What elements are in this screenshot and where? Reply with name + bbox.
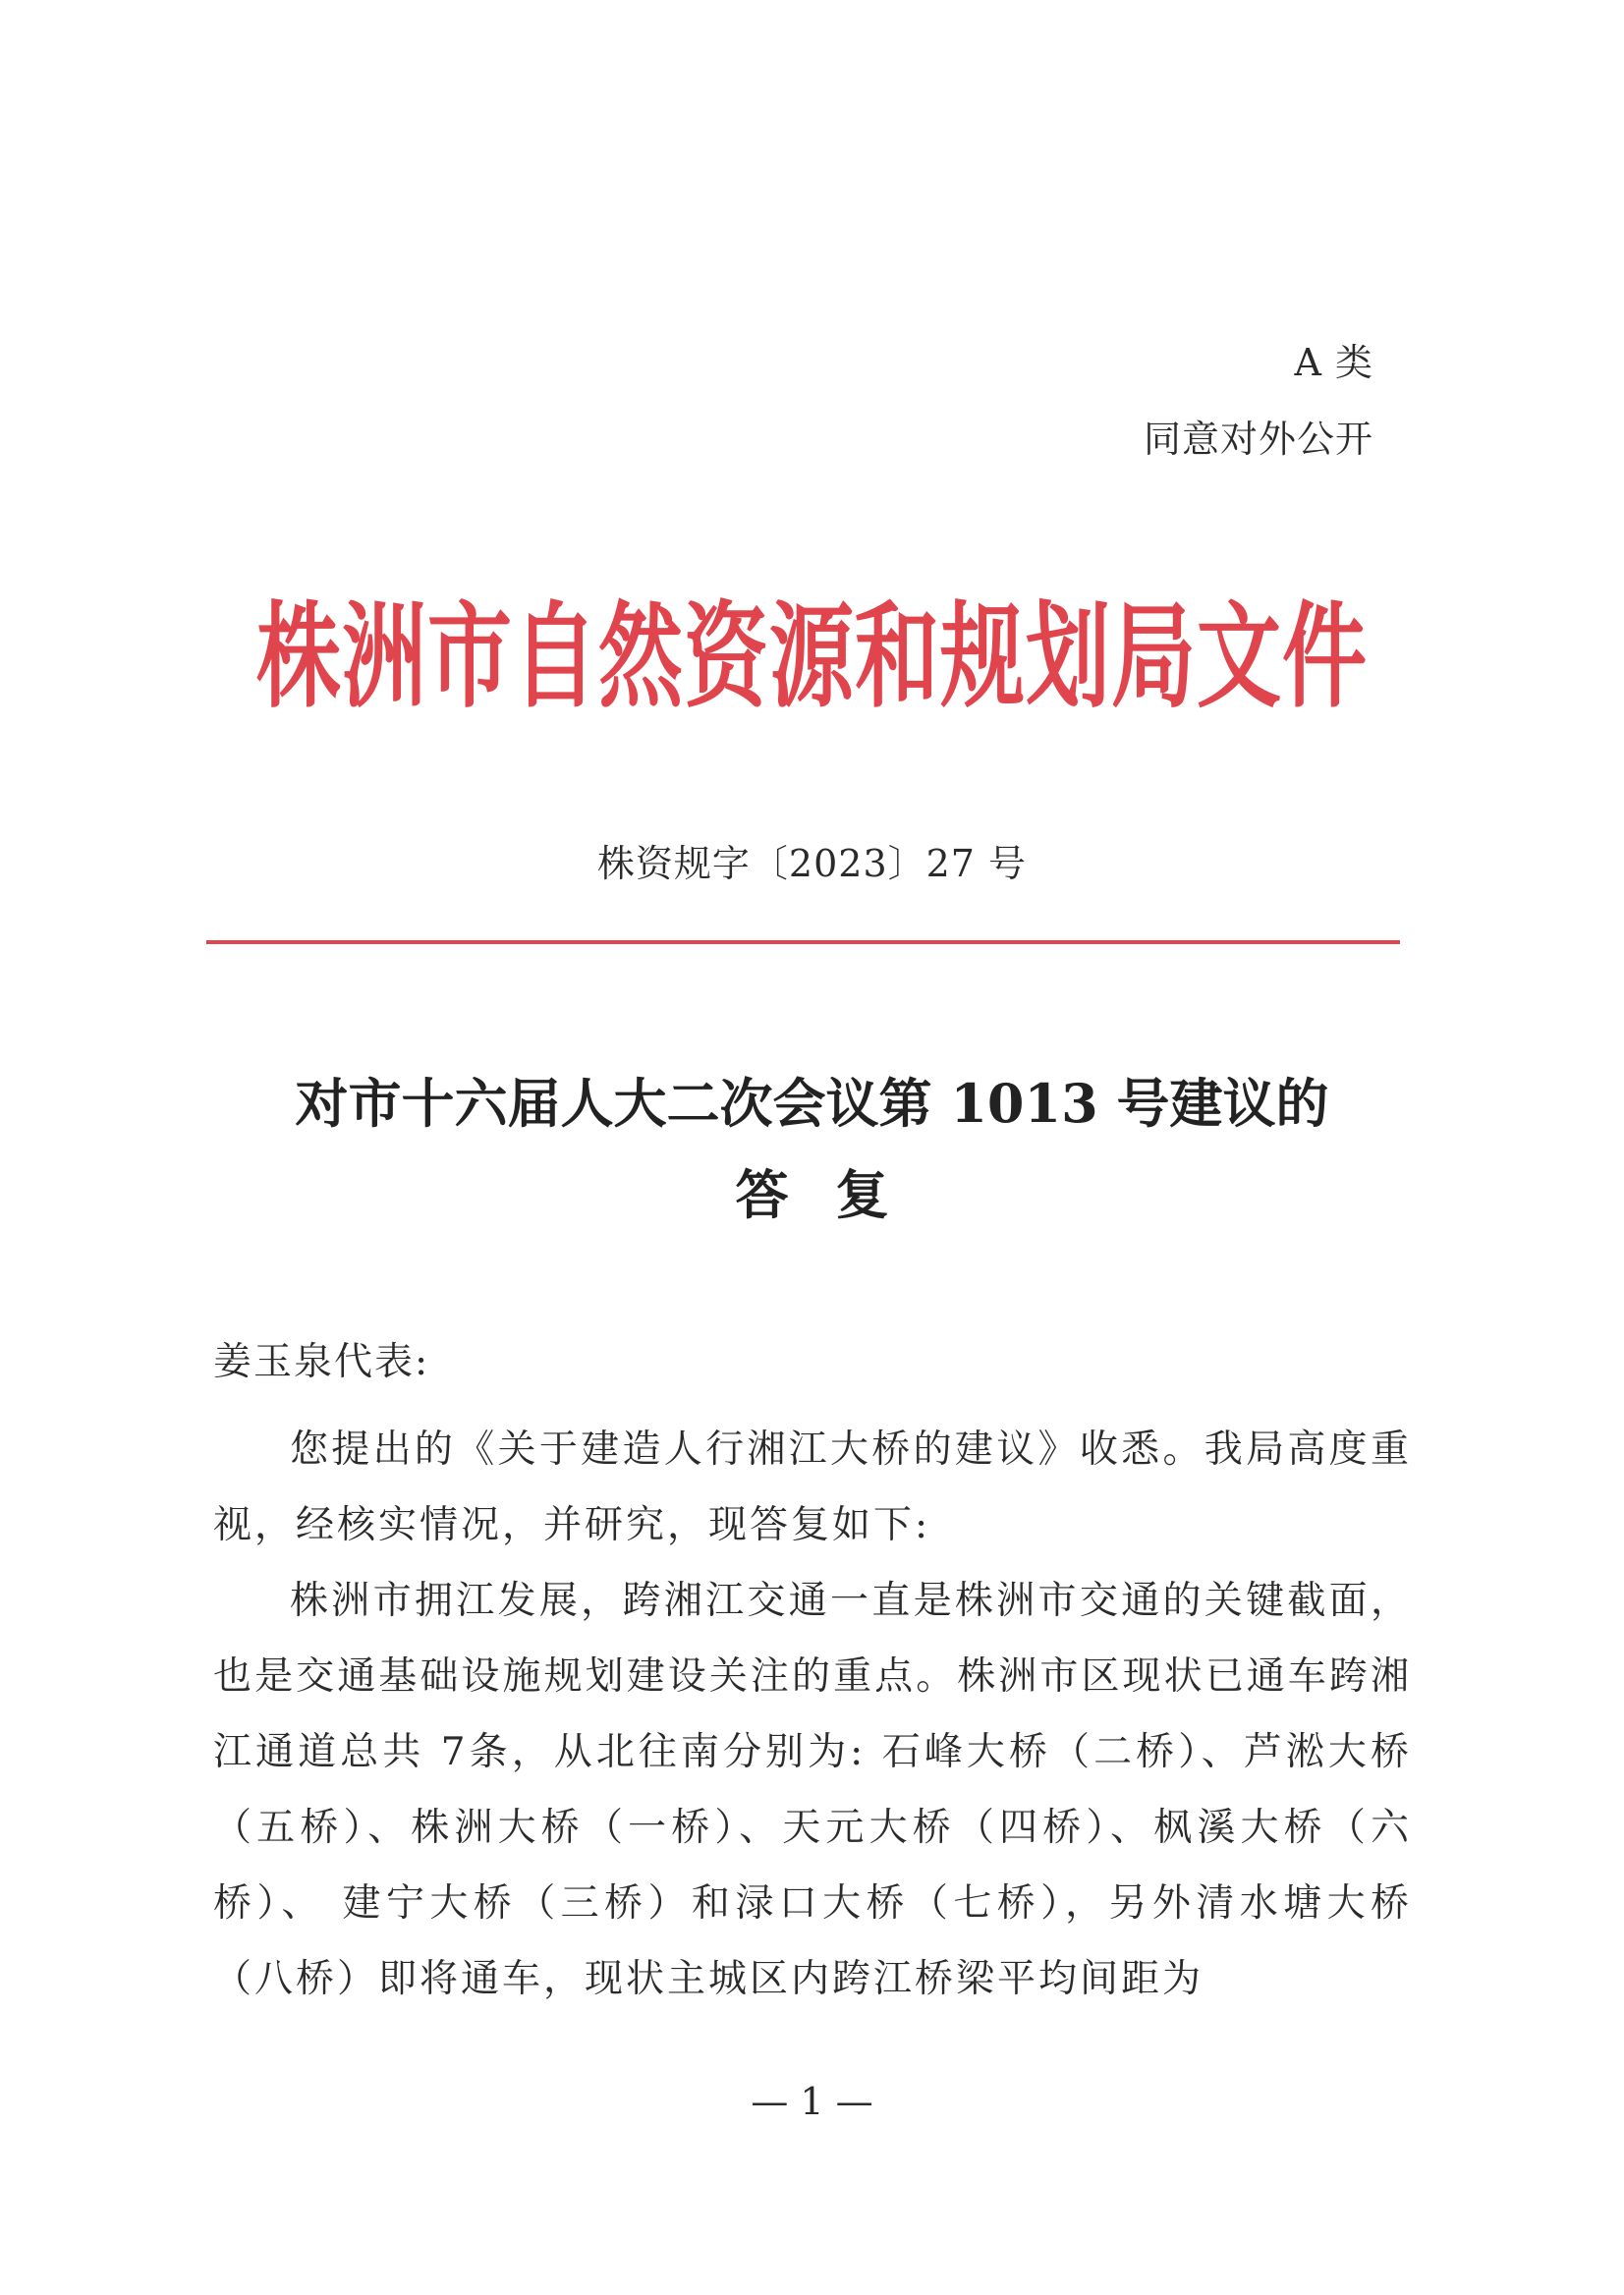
title-line-1: 对市十六届人大二次会议第 1013 号建议的 (295, 1072, 1329, 1135)
document-number: 株资规字〔2023〕27 号 (596, 842, 1028, 885)
body-text (213, 1412, 1412, 2017)
page-number: — 1 — (751, 2080, 873, 2123)
body-paragraph: 株洲市拥江发展，跨湘江交通一直是株洲市交通的关键截面，也是交通基础设施规划建设关注的重点。株洲市区现状已通车跨湘江通道总共 7条，从北往南分别为: 石峰大桥（二桥）、芦淞大桥（五桥）、株洲大桥（一桥）、天元大桥（四桥）、枫溪大桥（六桥）、 建宁大桥（三桥）和渌口大桥（七桥），另外清水塘大桥（八桥）即将通车，现状主城区内跨江桥梁平均间距为 (213, 1579, 1412, 2001)
red-divider (206, 940, 1400, 944)
classification-label: A 类 (1294, 341, 1373, 384)
issuer-header: 株洲市自然资源和规划局文件 (256, 591, 1368, 724)
disclosure-label: 同意对外公开 (1143, 418, 1373, 461)
body-paragraph: 您提出的《关于建造人行湘江大桥的建议》收悉。我局高度重视，经核实情况，并研究，现答复如下: (213, 1427, 1412, 1547)
salutation: 姜玉泉代表: (213, 1340, 430, 1384)
title-line-2: 答复 (735, 1163, 936, 1226)
